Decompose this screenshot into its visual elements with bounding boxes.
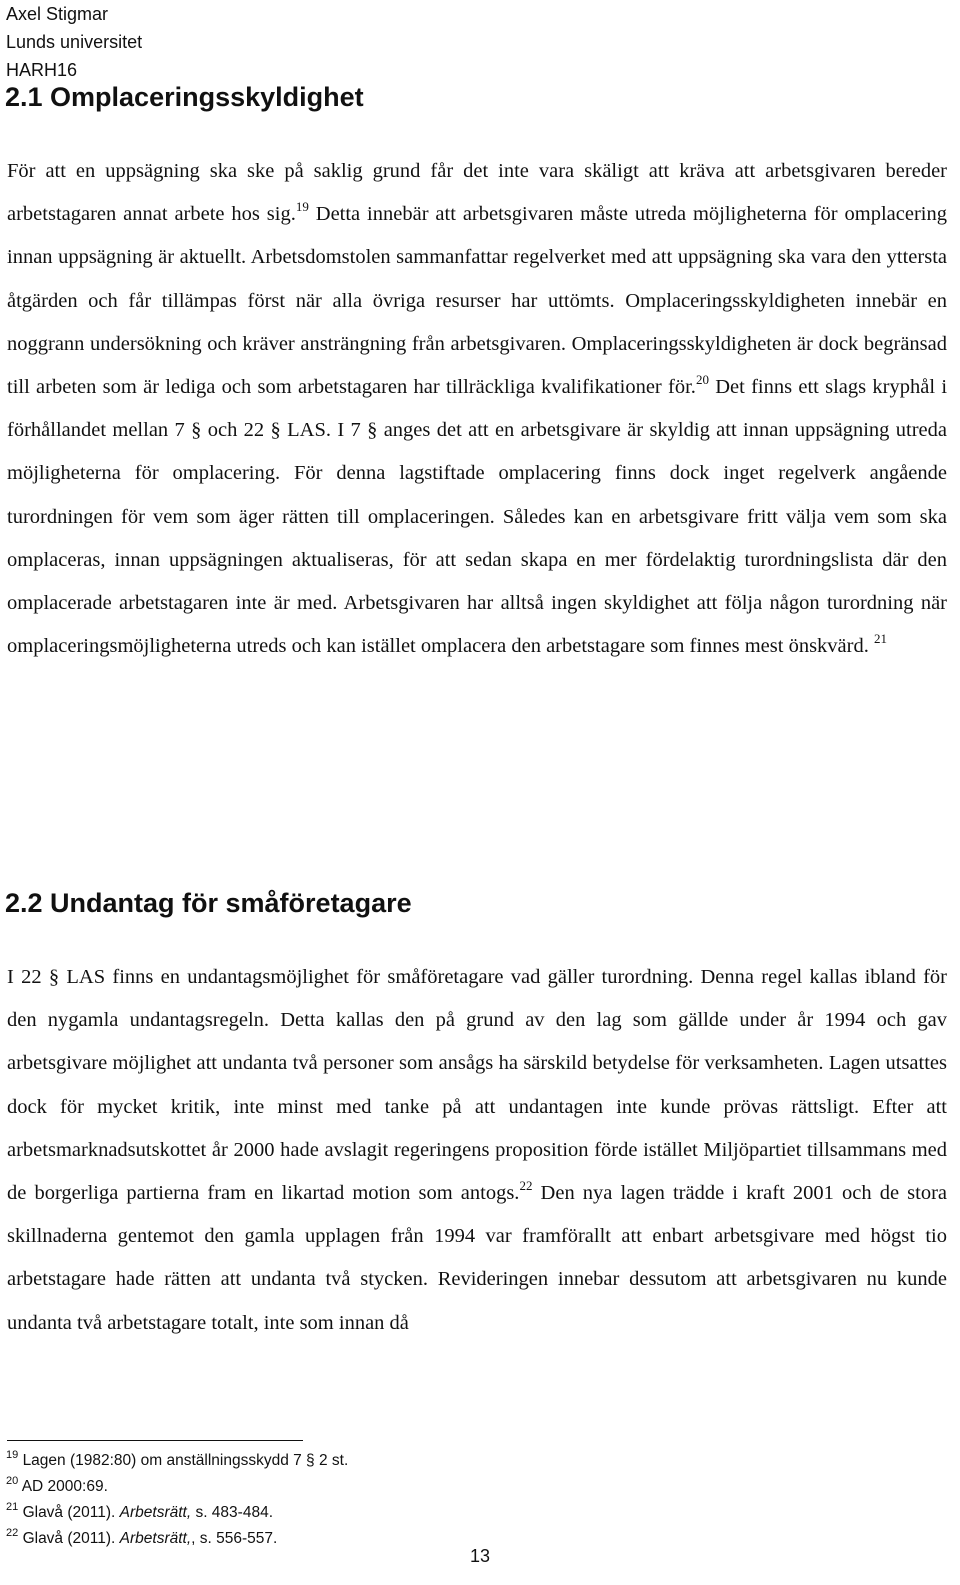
section2-paragraph: I 22 § LAS finns en undantagsmöjlighet för småföretagare vad gäller turordning. Denna regel kallas ibland för den nygamla undantagsregeln. Detta kallas den på grund av den lag som gällde under år 1994 och gav arbetsgivare möjlighet att undanta två personer som ansågs ha särskild betydelse för verksamheten. Lagen utsattes dock för mycket kritik, inte minst med tanke på att undantagen inte kunde prövas rättsligt. Efter att arbetsmarknadsutskottet år 2000 hade avslagit regeringens proposition förde istället Miljöpartiet tillsammans med de borgerliga partierna fram en likartad motion som antogs.$^{22}$ Den nya lagen trädde i kraft 2001 och de stora skillnaderna gentemot den gamla upplagen från 1994 var framförallt att enbart arbetsgivare med högst tio arbetstagare hade rätten att undanta två stycken. Revideringen innebar dessutom att arbetsgivaren nu kunde undanta två arbetstagare totalt, inte som innan då <box>7 966 947 1334</box>
running-header <box>6 0 142 84</box>
footnote-21: $^{21}$ Glavå (2011). Arbetsrätt, s. 483-484. <box>6 1501 273 1521</box>
footnote-separator <box>7 1440 303 1441</box>
section-heading-undantag: 2.2 Undantag för småföretagare <box>5 888 412 918</box>
header-course: HARH16 <box>6 60 78 80</box>
section-heading-omplacering: 2.1 Omplaceringsskyldighet <box>5 82 364 112</box>
footnotes <box>6 1448 348 1552</box>
header-university: Lunds universitet <box>6 32 143 52</box>
footnote-ref-21[interactable]: 21 <box>874 631 887 647</box>
footnote-ref-19[interactable]: 19 <box>295 199 309 215</box>
section1-paragraph: För att en uppsägning ska ske på saklig grund får det inte vara skäligt att kräva att arbetsgivaren bereder arbetstagaren annat arbete hos sig.$^{19}$ Detta innebär att arbetsgivaren måste utreda möjligheterna för omplacering innan uppsägning är aktuellt. Arbetsdomstolen sammanfattar regelverket med att uppsägning ska vara den yttersta åtgärden och får tillämpas först när alla övriga resurser har uttömts. Omplaceringsskyldigheten innebär en noggrann undersökning och kräver ansträngning från arbetsgivaren. Omplaceringsskyldigheten är dock begränsad till arbeten som är lediga och som arbetstagaren har tillräckliga kvalifikationer för.$^{20}$ Det finns ett slags kryphål i förhållandet mellan 7 § och 22 § LAS. I 7 § anges det att en arbetsgivare är skyldig att innan uppsägning utreda möjligheterna för omplacering. För denna lagstiftade omplacering finns dock inget regelverk angående turordningen för vem som äger rätten till omplaceringen. Således kan en arbetsgivare fritt välja vem som ska omplaceras, innan uppsägningen aktualiseras, för att sedan skapa en mer fördelaktig turordningslista där den omplacerade arbetstagaren inte är med. Arbetsgivaren har alltså ingen skyldighet att följa någon turordning när omplaceringsmöjligheterna utreds och kan istället omplacera den arbetstagare som finnes mest önskvärd. $^{21}$ <box>7 160 948 658</box>
footnote-ref-20[interactable]: 20 <box>695 372 709 388</box>
footnote-19: $^{19}$ Lagen (1982:80) om anställningsskydd 7 § 2 st. <box>6 1449 349 1469</box>
footnote-22: $^{22}$ Glavå (2011). Arbetsrätt,, s. 556-557. <box>6 1527 278 1547</box>
header-author: Axel Stigmar <box>6 4 109 24</box>
page-number: 13 <box>469 1546 491 1566</box>
footnote-ref-22[interactable]: 22 <box>519 1178 533 1194</box>
footnote-20: $^{20}$ AD 2000:69. <box>6 1475 108 1495</box>
